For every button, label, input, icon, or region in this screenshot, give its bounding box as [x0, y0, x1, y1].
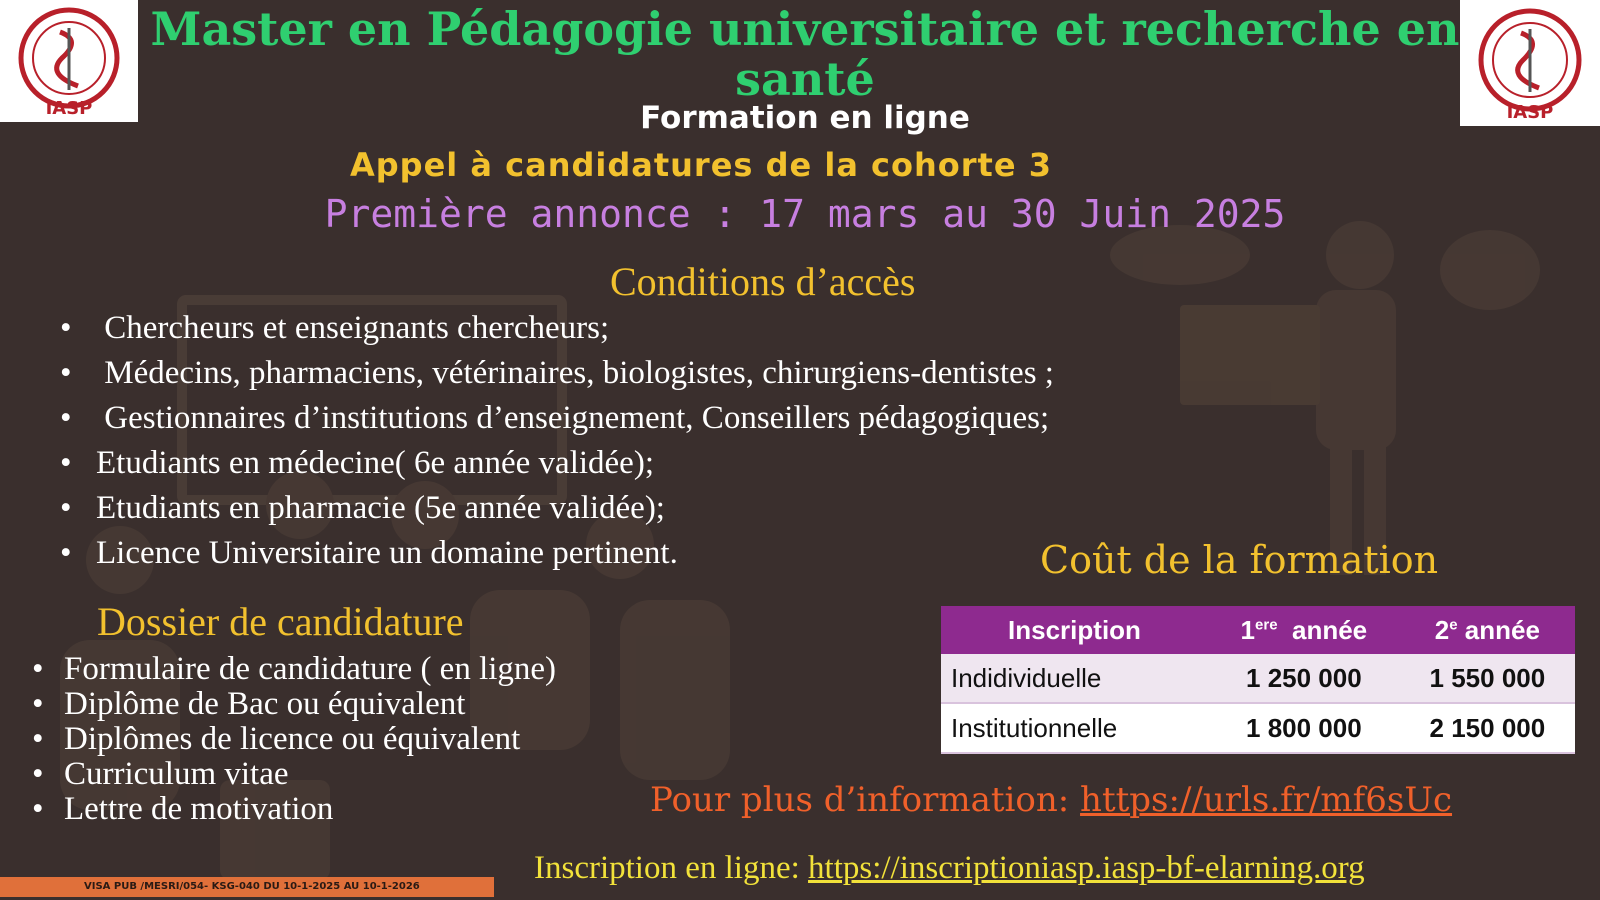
call-for-applications: Appel à candidatures de la cohorte 3 — [350, 146, 1052, 184]
visa-banner: VISA PUB /MESRI/054- KSG-040 DU 10-1-2025 AU 10-1-2026 — [0, 877, 494, 897]
list-item: • Licence Universitaire un domaine pertinent. — [60, 531, 1054, 576]
conditions-list — [60, 306, 1054, 576]
list-item: • Gestionnaires d’institutions d’enseignement, Conseillers pédagogiques; — [60, 396, 1054, 441]
online-registration — [534, 850, 1365, 887]
year1-cost: 1 800 000 — [1208, 703, 1400, 753]
year2-cost: 2 150 000 — [1400, 703, 1575, 753]
table-row — [941, 703, 1575, 753]
dossier-list — [32, 652, 556, 827]
list-item: • Etudiants en médecine( 6e année validée); — [60, 441, 1054, 486]
conditions-heading: Conditions d’accès — [610, 259, 916, 304]
online-registration-label: Inscription en ligne: — [534, 850, 809, 886]
more-info-link[interactable]: https://urls.fr/mf6sUc — [1080, 780, 1453, 820]
subtitle: Formation en ligne — [640, 100, 970, 136]
row-label: Institutionnelle — [941, 703, 1208, 753]
cost-table — [941, 606, 1575, 754]
list-item: • Curriculum vitae — [32, 757, 556, 792]
column-header-year1: 1ere année — [1208, 606, 1400, 654]
year1-cost: 1 250 000 — [1208, 654, 1400, 703]
more-info — [650, 780, 1452, 820]
dossier-heading: Dossier de candidature — [97, 599, 464, 644]
row-label: Indidividuelle — [941, 654, 1208, 703]
list-item: • Chercheurs et enseignants chercheurs; — [60, 306, 1054, 351]
svg-text:IASP: IASP — [45, 98, 93, 119]
list-item: • Diplômes de licence ou équivalent — [32, 722, 556, 757]
list-item: • Lettre de motivation — [32, 792, 556, 827]
svg-text:IASP: IASP — [1506, 102, 1554, 123]
page-title: Master en Pédagogie universitaire et recherche en santé — [150, 2, 1460, 106]
table-header-row — [941, 606, 1575, 654]
year2-cost: 1 550 000 — [1400, 654, 1575, 703]
list-item: • Diplôme de Bac ou équivalent — [32, 687, 556, 722]
cost-heading: Coût de la formation — [1040, 538, 1439, 582]
table-row — [941, 654, 1575, 703]
list-item: • Médecins, pharmaciens, vétérinaires, biologistes, chirurgiens-dentistes ; — [60, 351, 1054, 396]
online-registration-link[interactable]: https://inscriptioniasp.iasp-bf-elarning.org — [808, 850, 1365, 886]
list-item: • Etudiants en pharmacie (5e année validée); — [60, 486, 1054, 531]
column-header-year2: 2e année — [1400, 606, 1575, 654]
list-item: • Formulaire de candidature ( en ligne) — [32, 652, 556, 687]
iasp-logo-left — [0, 0, 138, 122]
iasp-logo-right — [1460, 0, 1600, 126]
more-info-label: Pour plus d’information: — [650, 780, 1081, 820]
announcement-dates: Première annonce : 17 mars au 30 Juin 2025 — [324, 192, 1286, 236]
column-header-inscription: Inscription — [941, 606, 1208, 654]
